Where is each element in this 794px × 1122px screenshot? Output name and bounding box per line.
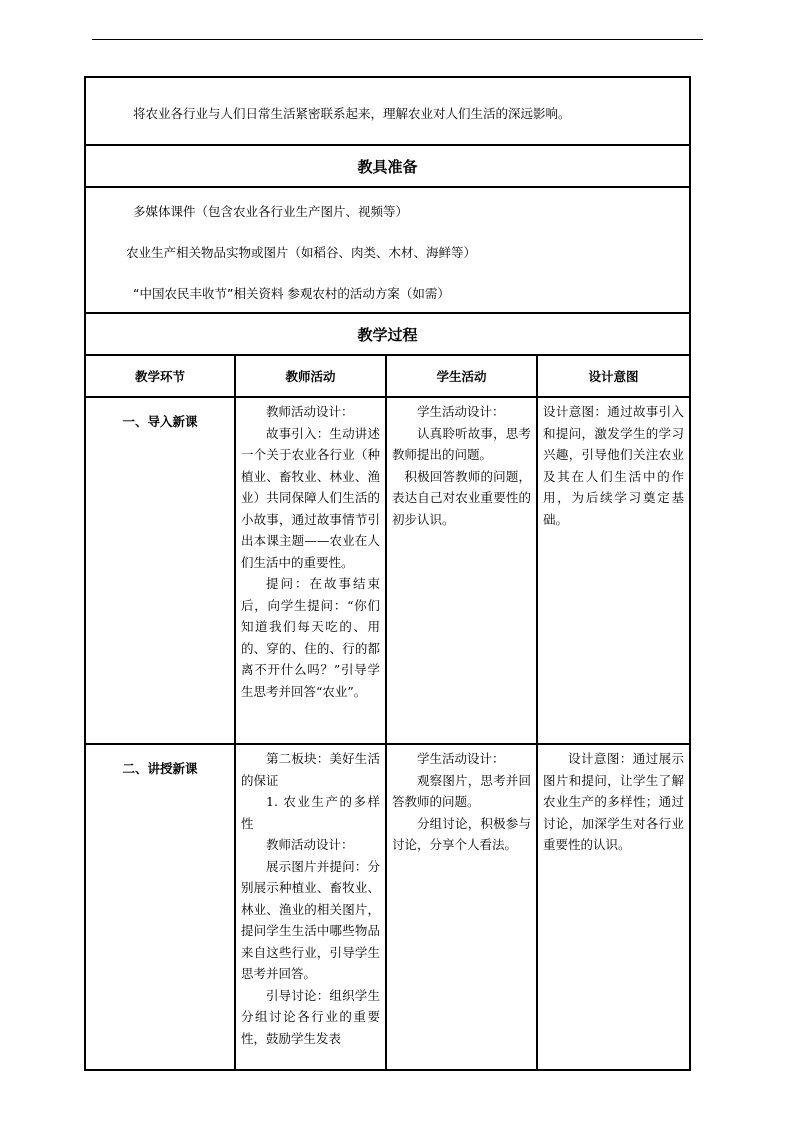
student-activity-line: 学生活动设计： (417, 751, 505, 766)
column-header-row (85, 355, 690, 397)
tools-row (85, 187, 690, 313)
tool-item: “中国农民丰收节”相关资料 参观农村的活动方案（如需） (133, 286, 450, 301)
objective-row (85, 77, 690, 145)
student-activity-line: 观察图片，思考并回答教师的问题。 (392, 772, 531, 809)
design-intent-line: 设计意图：通过展示图片和提问，让学生了解农业生产的多样性；通过讨论，加深学生对各行业重要性的认识。 (543, 751, 685, 852)
design-intent-line: 设计意图：通过故事引入和提问，激发学生的学习兴趣，引导他们关注农业及其在人们生活中的作用，为后续学习奠定基础。 (543, 404, 685, 527)
section-title-process: 教学过程 (85, 313, 690, 355)
student-activity-cell (386, 744, 537, 1070)
teacher-activity-line: 故事引入：生动讲述一个关于农业各行业（种植业、畜牧业、林业、渔业）共同保障人们生活的小故事，通过故事情节引出本课主题——农业在人们生活中的重要性。 (241, 425, 380, 570)
teacher-activity-cell (235, 744, 386, 1070)
teacher-activity-line: 引导讨论：组织学生分组讨论各行业的重要性，鼓励学生发表 (241, 987, 380, 1046)
student-activity-line: 认真聆听故事，思考教师提出的问题。 (392, 425, 531, 462)
column-header: 学生活动 (386, 355, 537, 397)
page-header-rule (92, 39, 703, 40)
stage-label: 二、讲授新课 (85, 744, 235, 1070)
teacher-activity-line: 1. 农业生产的多样性 (241, 794, 380, 831)
tools-title-row (85, 145, 690, 187)
student-activity-line: 学生活动设计： (417, 404, 505, 419)
column-header: 设计意图 (537, 355, 690, 397)
stage-label: 一、导入新课 (85, 397, 235, 744)
student-activity-cell (386, 397, 537, 744)
student-activity-line: 分组讨论，积极参与讨论，分享个人看法。 (392, 815, 531, 852)
teacher-activity-line: 展示图片并提问：分别展示种植业、畜牧业、林业、渔业的相关图片，提问学生生活中哪些物品来自这些行业，引导学生思考并回答。 (241, 858, 380, 981)
section-title-tools: 教具准备 (85, 145, 690, 187)
process-title-row (85, 313, 690, 355)
column-header: 教学环节 (85, 355, 235, 397)
teacher-activity-cell (235, 397, 386, 744)
teacher-activity-line: 提问：在故事结束后，向学生提问：“你们知道我们每天吃的、用的、穿的、住的、行的都离不开什么吗？”引导学生思考并回答“农业”。 (241, 576, 380, 699)
teacher-activity-line: 教师活动设计： (266, 404, 354, 419)
table-row (85, 397, 690, 744)
design-intent-cell (537, 397, 690, 744)
teacher-activity-line: 教师活动设计： (266, 837, 354, 852)
objective-text: 将农业各行业与人们日常生活紧密联系起来，理解农业对人们生活的深远影响。 (133, 106, 571, 121)
table-row (85, 744, 690, 1070)
design-intent-cell (537, 744, 690, 1070)
teacher-activity-line: 第二板块：美好生活的保证 (241, 751, 380, 788)
column-header: 教师活动 (235, 355, 386, 397)
student-activity-line: 积极回答教师的问题，表达自己对农业重要性的初步认识。 (392, 468, 531, 527)
tool-item: 多媒体课件（包含农业各行业生产图片、视频等） (133, 204, 409, 219)
lesson-plan-table (84, 76, 691, 1071)
tool-item: 农业生产相关物品实物或图片（如稻谷、肉类、木材、海鲜等） (126, 245, 477, 260)
